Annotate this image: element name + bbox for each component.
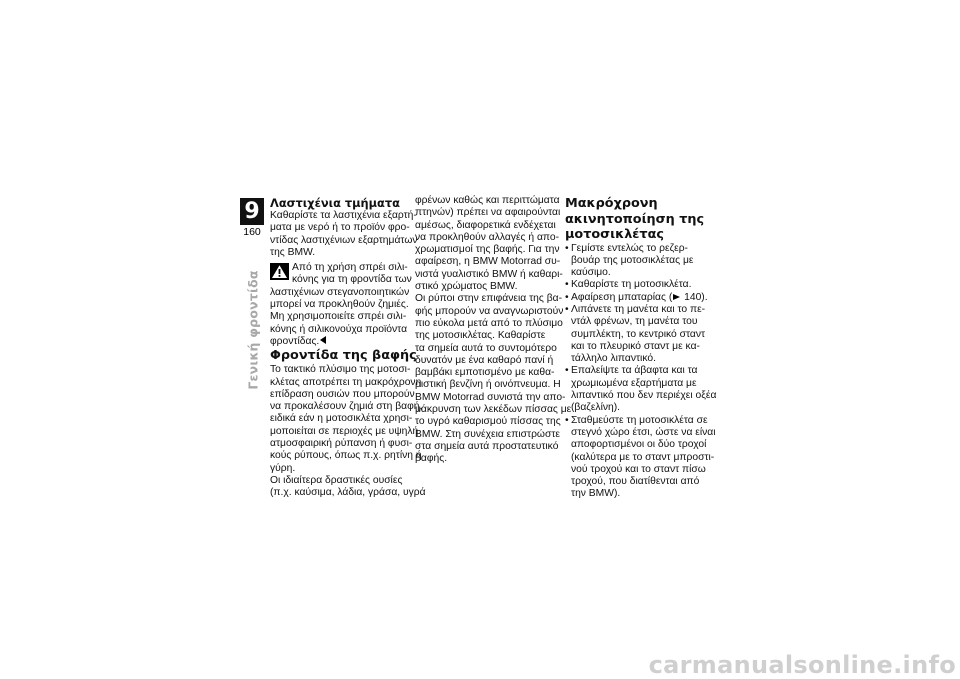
column-1 bbox=[270, 196, 426, 500]
list-item-line: τάλληλο λιπαντικό. bbox=[571, 353, 656, 365]
list-item-line: και το πλευρικό σταντ με κα- bbox=[571, 340, 700, 352]
list-item bbox=[565, 243, 705, 280]
warning-line: Από τη χρήση σπρέι σιλι- bbox=[292, 262, 408, 274]
list-item bbox=[565, 291, 708, 304]
text-line: αφαίρεση, η BMW Motorrad συ- bbox=[415, 256, 561, 268]
text-line: ριστική βενζίνη ή οινόπνευμα. Η bbox=[415, 379, 561, 391]
text-line: φρένων καθώς και περιττώματα bbox=[415, 195, 560, 206]
text-line: κλέτας αποτρέπει τη μακρόχρονη bbox=[270, 376, 422, 388]
heading-line: ακινητοποίηση της bbox=[565, 211, 705, 227]
text-line: της μοτοσικλέτας. Καθαρίστε bbox=[415, 330, 546, 342]
list-item bbox=[565, 414, 716, 501]
text-line: μοποιείται σε περιοχές με υψηλή bbox=[270, 425, 419, 437]
column-3 bbox=[565, 196, 717, 501]
text-line: να προκληθούν αλλαγές ή απο- bbox=[415, 231, 560, 243]
text-line: να προκαλέσουν ζημιά στη βαφή, bbox=[270, 401, 423, 413]
list-item-line: συμπλέκτη, το κεντρικό σταντ bbox=[571, 328, 706, 340]
list-item-line: (καλύτερα με το σταντ μπροστι- bbox=[571, 451, 715, 463]
text-line: πτηνών) πρέπει να αφαιρούνται bbox=[415, 207, 561, 219]
end-of-section-marker-icon bbox=[320, 336, 326, 344]
warning-line: φροντίδας. bbox=[270, 335, 320, 347]
warning-block bbox=[270, 262, 412, 348]
text-line: ειδικά εάν η μοτοσικλέτα χρησι- bbox=[270, 413, 413, 425]
heading-rubber-parts: Λαστιχένια τμήματα bbox=[270, 196, 400, 210]
list-item-line: • Λιπάνετε τη μανέτα και το πε- bbox=[571, 303, 706, 315]
list-item-line: • Καθαρίστε τη μοτοσικλέτα. bbox=[571, 279, 692, 291]
section-side-label-text: Γενική φροντίδα bbox=[245, 270, 261, 390]
list-item-line: χρωμιωμένα εξαρτήματα με bbox=[571, 377, 697, 389]
text-line: Οι ιδιαίτερα δραστικές ουσίες bbox=[270, 474, 403, 486]
text-line: BMW Motorrad συνιστά την απο- bbox=[415, 391, 566, 403]
list-item-text: Αφαίρεση μπαταρίας ( bbox=[571, 291, 673, 303]
text-line: στικό χρώματος BMW. bbox=[415, 281, 518, 293]
heading-line: μοτοσικλέτας bbox=[565, 227, 664, 242]
text-line: νιστά γυαλιστικό BMW ή καθαρι- bbox=[415, 268, 563, 280]
text-line: Οι ρύποι στην επιφάνεια της βα- bbox=[415, 293, 563, 305]
text-line: αμέσως, διαφορετικά ενδέχεται bbox=[415, 219, 556, 231]
text-line: Καθαρίστε τα λαστιχένια εξαρτή- bbox=[270, 210, 417, 221]
watermark: carmanualsonline.info bbox=[648, 651, 956, 679]
text-line: ντίδας λαστιχένιων εξαρτημάτων bbox=[270, 234, 418, 246]
list-item-line: αποφορτισμένοι οι δύο τροχοί bbox=[571, 439, 707, 451]
list-item-line: καύσιμο. bbox=[571, 267, 611, 279]
storage-steps-list bbox=[565, 242, 717, 501]
text-line: επίδραση ουσιών που μπορούν bbox=[270, 388, 415, 400]
list-item-line: την BMW). bbox=[571, 488, 621, 500]
warning-line: λαστιχένιων στεγανοποιητικών bbox=[270, 286, 410, 298]
list-item-line: στεγνό χώρο έτσι, ώστε να είναι bbox=[571, 426, 716, 438]
text-line: το υγρό καθαρισμού πίσσας της bbox=[415, 416, 561, 428]
list-item-line: βουάρ της μοτοσικλέτας με bbox=[571, 254, 694, 266]
text-line: ατμοσφαιρική ρύπανση ή φυσι- bbox=[270, 438, 413, 450]
text-line: γύρη. bbox=[270, 462, 296, 474]
text-line: ματα με νερό ή το προϊόν φρο- bbox=[270, 222, 410, 234]
page-reference-arrow-icon bbox=[673, 294, 680, 300]
warning-line: κόνης ή σιλικονούχα προϊόντα bbox=[270, 323, 408, 335]
heading-paint-care: Φροντίδα της βαφής bbox=[270, 348, 417, 364]
warning-triangle-icon bbox=[270, 263, 289, 280]
heading-line: Μακρόχρονη bbox=[565, 196, 658, 211]
text-line: (π.χ. καύσιμα, λάδια, γράσα, υγρά bbox=[270, 487, 426, 499]
list-item-line: (βαζελίνη). bbox=[571, 402, 621, 414]
text-line: κούς ρύπους, όπως π.χ. ρητίνη ή bbox=[270, 450, 422, 462]
chapter-number-tab: 9 bbox=[240, 198, 264, 225]
text-line: της BMW. bbox=[270, 246, 316, 258]
heading-long-term-storage bbox=[565, 196, 705, 243]
text-line: πιο εύκολα μετά από το πλύσιμο bbox=[415, 317, 563, 329]
list-item-line: • Επαλείψτε τα άβαφτα και τα bbox=[571, 365, 698, 377]
list-item-line: λιπαντικό που δεν περιέχει οξέα bbox=[571, 390, 717, 402]
text-line: στα σημεία αυτά προστατευτικό bbox=[415, 440, 559, 452]
text-line: βαμβάκι εμποτισμένο με καθα- bbox=[415, 367, 555, 379]
list-item-line: • Γεμίστε εντελώς το ρεζερ- bbox=[571, 242, 688, 254]
text-line: χρωματισμοί της βαφής. Για την bbox=[415, 244, 560, 256]
list-item-line: • Σταθμεύστε τη μοτοσικλέτα σε bbox=[571, 414, 708, 426]
text-line: φής μπορούν να αναγνωριστούν bbox=[415, 305, 564, 317]
page-reference-link[interactable]: 140). bbox=[684, 291, 708, 303]
list-item-line: ντάλ φρένων, τη μανέτα του bbox=[571, 316, 698, 328]
column-2 bbox=[415, 195, 572, 466]
list-item bbox=[565, 304, 705, 365]
list-item bbox=[565, 365, 717, 414]
warning-line: μπορεί να προκληθούν ζημιές. bbox=[270, 299, 409, 311]
text-line: δυνατόν με ένα καθαρό πανί ή bbox=[415, 354, 554, 366]
list-item bbox=[565, 279, 705, 291]
warning-line: κόνης για τη φροντίδα των bbox=[292, 274, 412, 286]
text-line: Το τακτικό πλύσιμο της μοτοσι- bbox=[270, 364, 411, 376]
list-item-line: νού τροχού και το σταντ πίσω bbox=[571, 463, 706, 475]
warning-line: Μη χρησιμοποιείτε σπρέι σιλι- bbox=[270, 311, 407, 323]
list-item-line: τροχού, που διατίθενται από bbox=[571, 476, 700, 488]
text-line: BMW. Στη συνέχεια επιστρώστε bbox=[415, 428, 560, 440]
page-number: 160 bbox=[243, 226, 261, 238]
text-line: βαφής. bbox=[415, 453, 448, 465]
text-line: τα σημεία αυτά το συντομότερο bbox=[415, 342, 557, 354]
text-line: μάκρυνση των λεκέδων πίσσας με bbox=[415, 404, 572, 416]
